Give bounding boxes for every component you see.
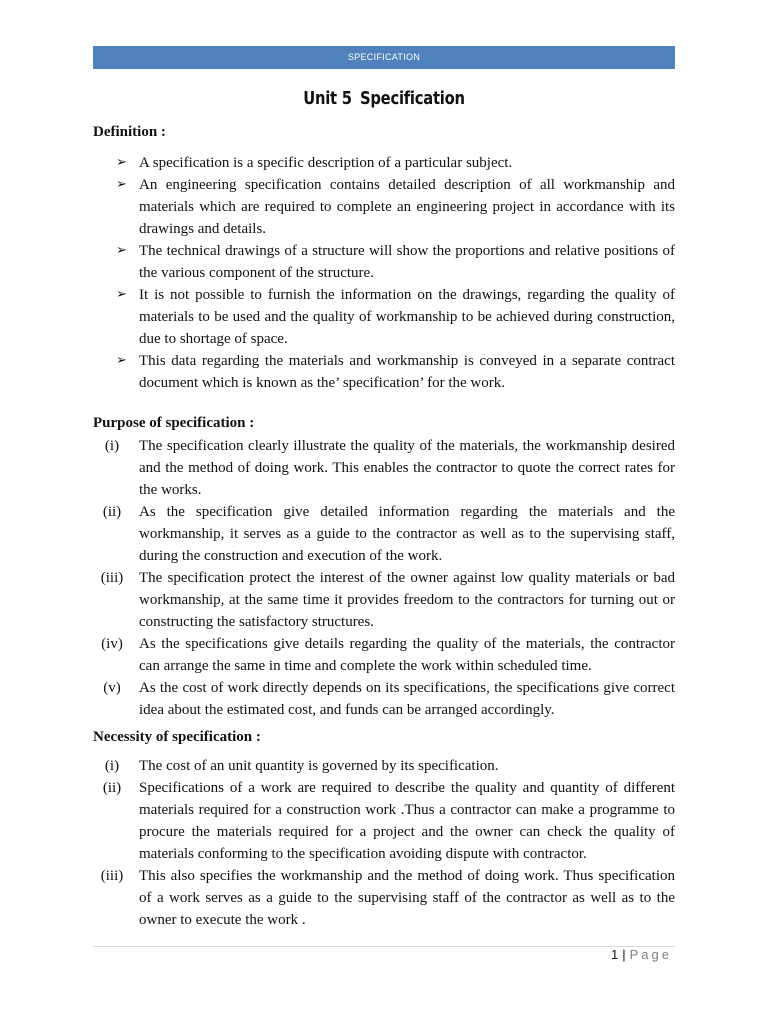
list-item: ➢ The technical drawings of a structure will show the proportions and relative positions of the various component of the structure. [93, 240, 675, 284]
definition-heading: Definition : [93, 124, 166, 140]
list-item: (i) The cost of an unit quantity is governed by its specification. [93, 755, 675, 777]
header-label: SPECIFICATION [347, 52, 421, 62]
title-name: Specification [359, 88, 465, 109]
item-number: (i) [104, 438, 120, 454]
item-number: (ii) [102, 504, 122, 520]
list-item: ➢ An engineering specification contains detailed description of all workmanship and materials which are required to complete an engineering project in accordance with its drawings and details. [93, 174, 675, 240]
purpose-heading: Purpose of specification : [93, 415, 255, 431]
list-item: (ii) Specifications of a work are required to describe the quality and quantity of different materials required for a construction work .Thus a contractor can make a programme to procure the materials required for a project and the owner can check the quality of materials conforming to the specification avoiding dispute with contractor. [93, 777, 675, 865]
list-item: (iii) This also specifies the workmanship and the method of doing work. Thus specification of a work serves as a guide to the supervising staff of the contractor as well as to the owner to execute the work . [93, 865, 675, 931]
footer-divider [93, 946, 675, 947]
list-item: (ii) As the specification give detailed information regarding the materials and the workmanship, it serves as a guide to the contractor as well as to the supervising staff, during the construction and execution of the work. [93, 501, 675, 567]
item-number: (iii) [100, 868, 124, 884]
list-item: ➢ This data regarding the materials and workmanship is conveyed in a separate contract document which is known as the’ specification’ for the work. [93, 350, 675, 394]
list-item: (i) The specification clearly illustrate the quality of the materials, the workmanship desired and the method of doing work. This enables the contractor to quote the correct rates for the works. [93, 435, 675, 501]
page-number: 1 [611, 947, 619, 962]
item-number: (iii) [100, 570, 124, 586]
footer-separator: | [622, 947, 626, 962]
page-title [69, 88, 699, 109]
item-number: (ii) [102, 780, 122, 796]
arrowhead-bullet-icon: ➢ [116, 243, 127, 258]
page-word: Page [629, 947, 672, 962]
item-number: (v) [103, 680, 121, 696]
running-header [93, 46, 675, 69]
necessity-heading: Necessity of specification : [93, 729, 261, 745]
purpose-list [93, 435, 675, 721]
definition-list [93, 152, 675, 394]
arrowhead-bullet-icon: ➢ [116, 177, 127, 192]
arrowhead-bullet-icon: ➢ [116, 353, 127, 368]
item-number: (i) [104, 758, 120, 774]
arrowhead-bullet-icon: ➢ [116, 287, 127, 302]
list-item: (iv) As the specifications give details regarding the quality of the materials, the contractor can arrange the same in time and complete the work within scheduled time. [93, 633, 675, 677]
list-item: ➢ It is not possible to furnish the information on the drawings, regarding the quality of materials to be used and the quality of workmanship to be achieved during construction, due to shortage of space. [93, 284, 675, 350]
list-item: (v) As the cost of work directly depends on its specifications, the specifications give correct idea about the estimated cost, and funds can be arranged accordingly. [93, 677, 675, 721]
necessity-list [93, 755, 675, 931]
list-item: ➢ A specification is a specific description of a particular subject. [93, 152, 675, 174]
list-item: (iii) The specification protect the interest of the owner against low quality materials or bad workmanship, at the same time it provides freedom to the contractors for turning out or constructing the satisfactory structures. [93, 567, 675, 633]
title-unit: Unit 5 [303, 88, 352, 109]
item-number: (iv) [101, 636, 123, 652]
arrowhead-bullet-icon: ➢ [116, 155, 127, 170]
page-footer [611, 947, 672, 962]
